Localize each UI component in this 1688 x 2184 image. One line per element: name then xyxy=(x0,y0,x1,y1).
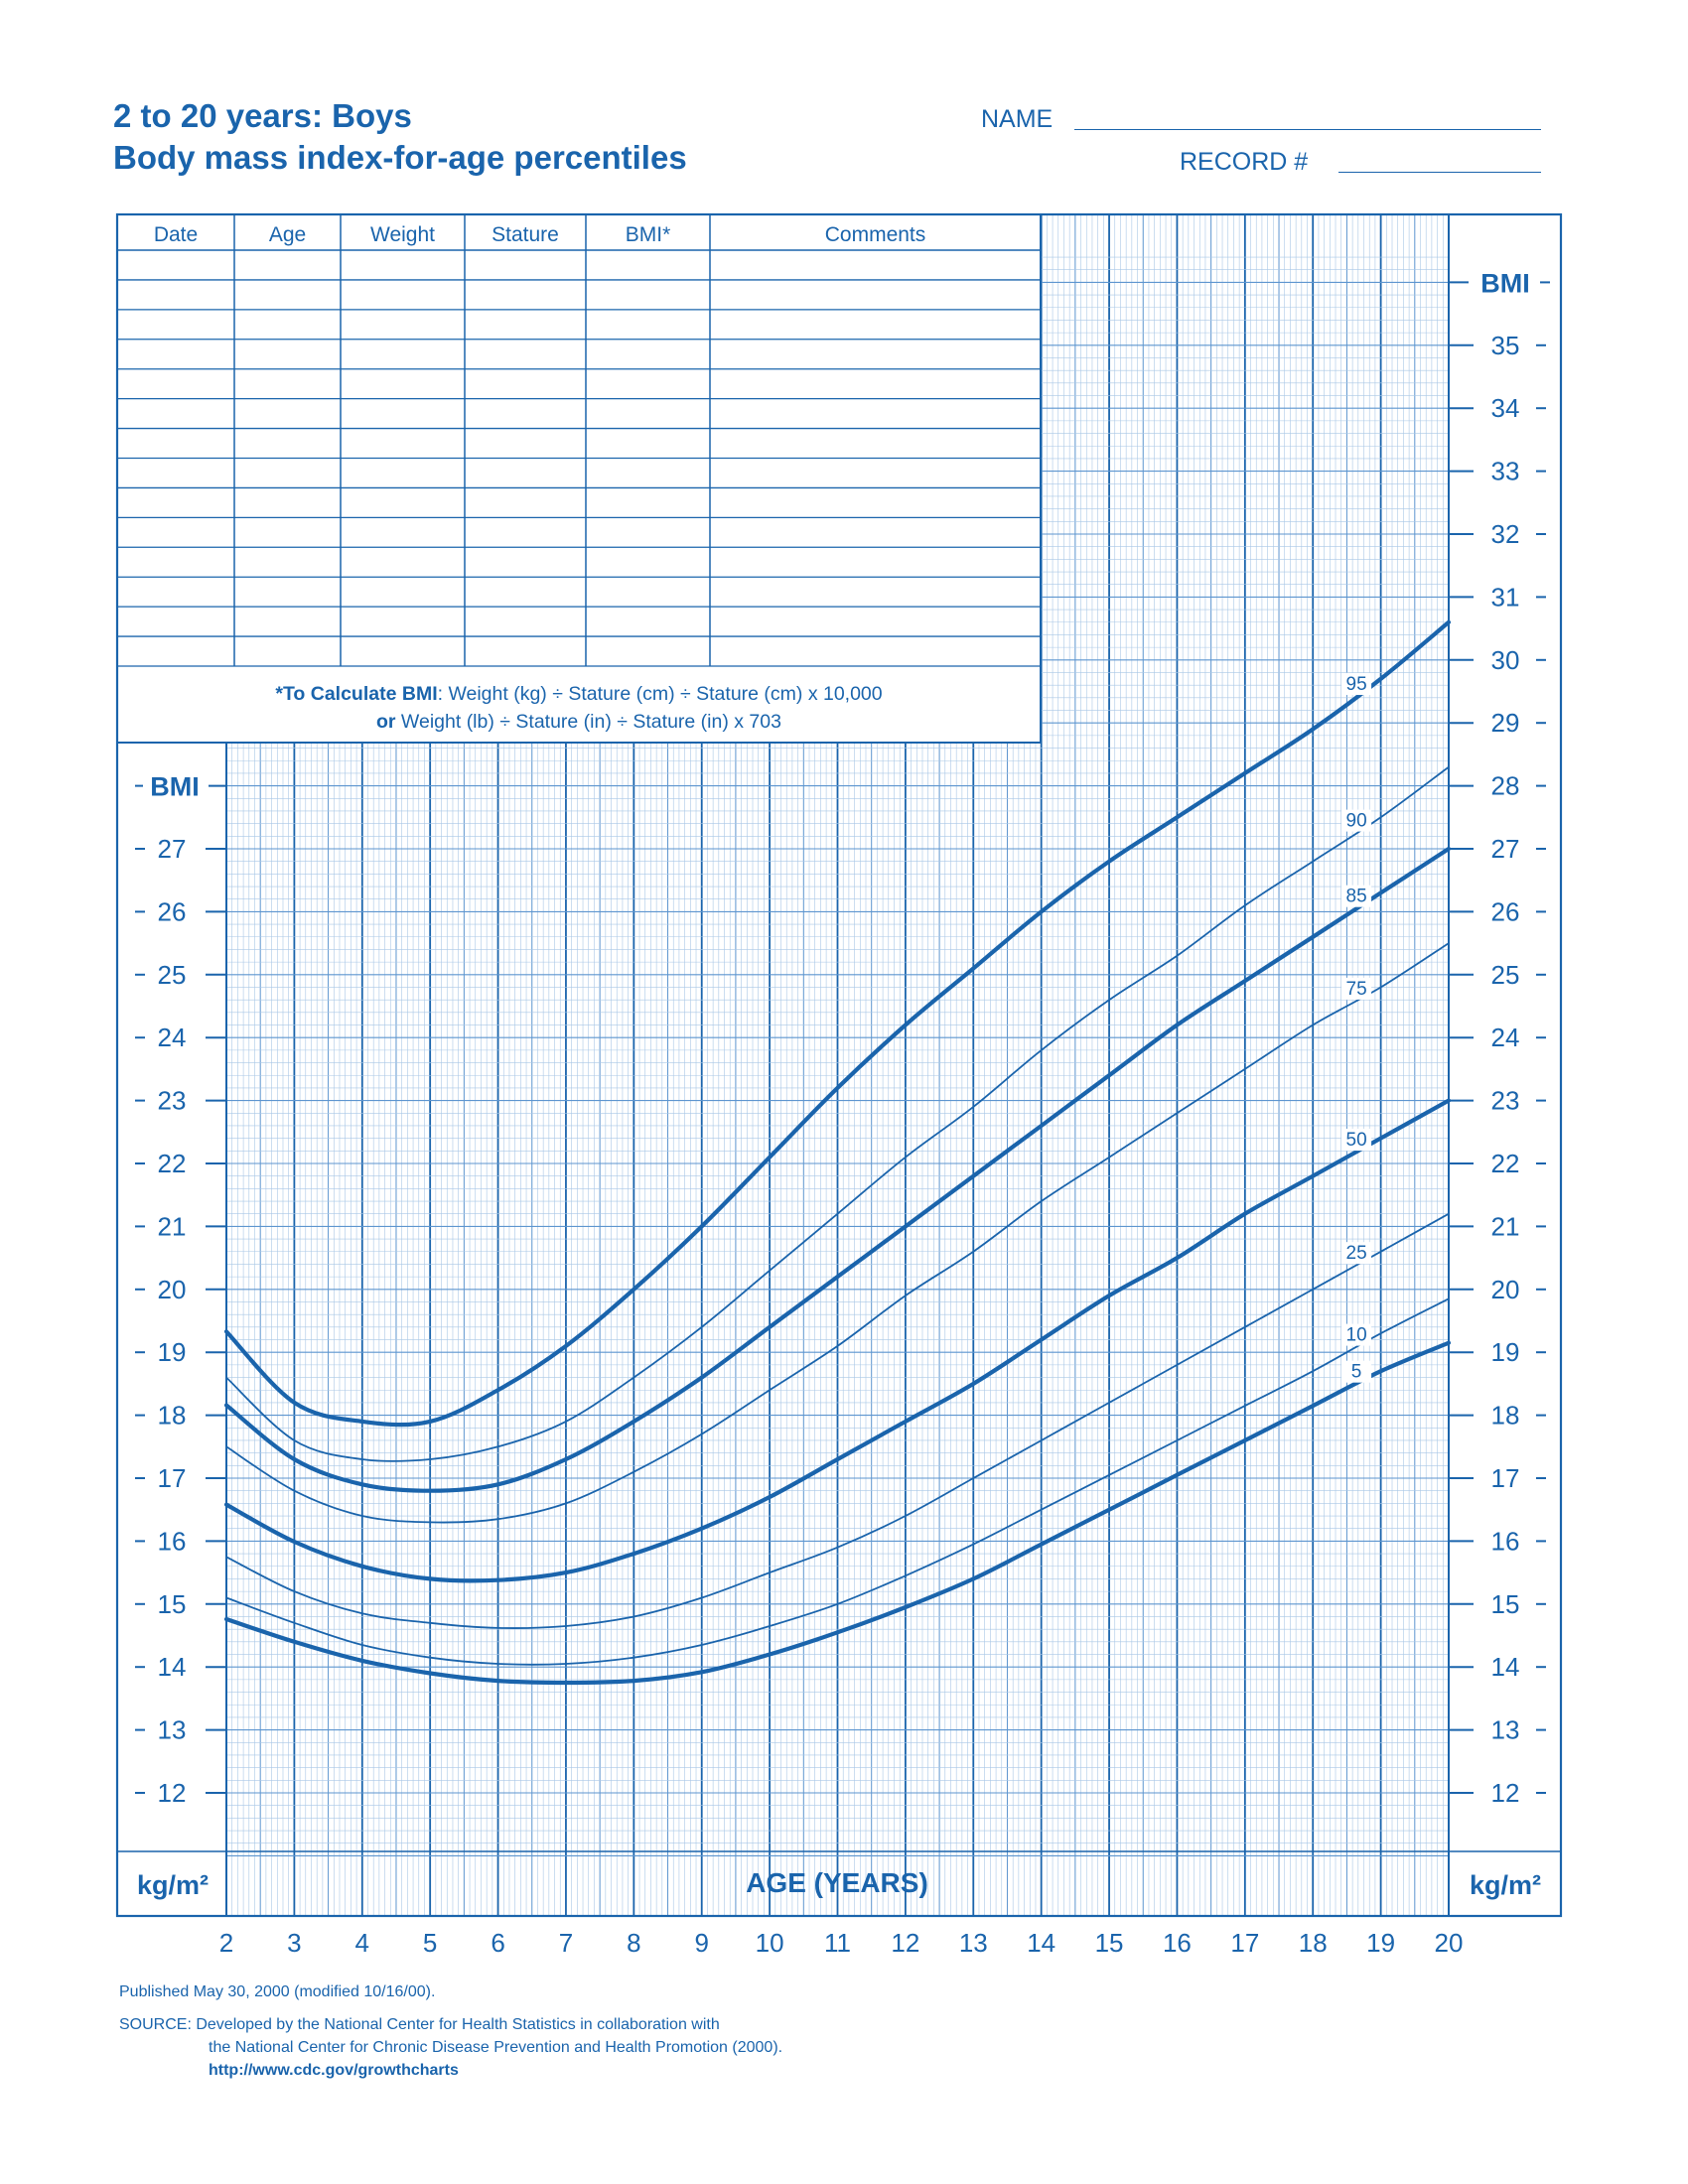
chart-title-line-1: 2 to 20 years: Boys xyxy=(113,97,412,134)
y-tick-label-right: 22 xyxy=(1490,1149,1520,1178)
x-tick-label: 20 xyxy=(1434,1928,1464,1958)
bmi-formula-label: *To Calculate BMI xyxy=(275,683,438,705)
x-tick-label: 9 xyxy=(694,1928,709,1958)
record-table xyxy=(117,214,1041,743)
x-tick-label: 19 xyxy=(1366,1928,1396,1958)
y-tick-label-right: 14 xyxy=(1490,1652,1520,1683)
published-note: Published May 30, 2000 (modified 10/16/00). xyxy=(119,1983,436,2000)
unit-label-left: kg/m² xyxy=(136,1870,210,1900)
y-axis-title-left: BMI xyxy=(150,771,200,802)
x-tick-label: 16 xyxy=(1162,1928,1192,1958)
table-column-header: Weight xyxy=(370,223,435,246)
table-column-header: Age xyxy=(268,223,307,246)
y-tick-label-left: 21 xyxy=(157,1211,187,1242)
y-tick-label-right: 20 xyxy=(1490,1274,1520,1304)
record-table-frame xyxy=(117,214,1041,743)
y-tick-label-left: 14 xyxy=(157,1652,187,1683)
x-tick-label: 17 xyxy=(1230,1928,1260,1958)
y-tick-label-left: 16 xyxy=(157,1526,187,1557)
x-tick-label: 4 xyxy=(354,1928,370,1958)
y-tick-label-left: 24 xyxy=(157,1023,187,1053)
y-tick-label-right: 17 xyxy=(1490,1463,1520,1493)
percentile-label-95: 95 xyxy=(1345,674,1367,696)
x-tick-label: 11 xyxy=(824,1928,851,1958)
y-tick-label-right: 24 xyxy=(1490,1023,1520,1053)
unit-label-right: kg/m² xyxy=(1469,1870,1542,1900)
y-tick-label-right: 19 xyxy=(1490,1337,1520,1368)
y-tick-label-right: 28 xyxy=(1490,770,1520,801)
table-column-header: Comments xyxy=(824,223,926,246)
y-tick-label-right: 23 xyxy=(1490,1085,1520,1116)
y-tick-label-left: 12 xyxy=(157,1778,187,1808)
source-line-1: SOURCE: Developed by the National Center for Health Statistics in collaboration with xyxy=(119,2016,720,2033)
y-tick-label-left: 22 xyxy=(157,1149,187,1178)
x-tick-label: 5 xyxy=(422,1928,438,1958)
bmi-formula-line-1 xyxy=(275,683,882,705)
percentile-label-90: 90 xyxy=(1345,810,1367,832)
percentile-label-25: 25 xyxy=(1345,1243,1367,1265)
y-tick-label-right: 31 xyxy=(1490,582,1520,613)
x-tick-label: 2 xyxy=(218,1928,234,1958)
y-tick-label-right: 16 xyxy=(1490,1526,1520,1557)
x-tick-label: 3 xyxy=(287,1928,302,1958)
x-axis-title: AGE (YEARS) xyxy=(746,1867,928,1898)
record-label: RECORD # xyxy=(1180,148,1309,176)
y-tick-label-right: 29 xyxy=(1490,708,1520,739)
y-tick-label-right: 15 xyxy=(1490,1588,1520,1619)
x-tick-label: 13 xyxy=(958,1928,988,1958)
x-tick-label: 12 xyxy=(891,1928,920,1958)
x-tick-label: 18 xyxy=(1298,1928,1328,1958)
bmi-formula-line-2 xyxy=(376,711,781,733)
bmi-formula-imperial: Weight (lb) ÷ Stature (in) ÷ Stature (in) x 703 xyxy=(395,711,781,733)
y-tick-label-left: 17 xyxy=(157,1463,187,1493)
source-line-2: the National Center for Chronic Disease Prevention and Health Promotion (2000). xyxy=(209,2039,783,2056)
y-tick-label-right: 34 xyxy=(1490,393,1520,424)
y-tick-label-right: 21 xyxy=(1490,1211,1520,1242)
x-tick-label: 8 xyxy=(627,1928,641,1958)
y-tick-label-left: 23 xyxy=(157,1085,187,1116)
y-axis-title-right: BMI xyxy=(1480,268,1530,299)
y-tick-label-right: 18 xyxy=(1490,1400,1520,1431)
bmi-formula-metric: : Weight (kg) ÷ Stature (cm) ÷ Stature (cm) x 10,000 xyxy=(437,683,883,705)
percentile-label-85: 85 xyxy=(1345,886,1367,907)
percentile-label-75: 75 xyxy=(1345,978,1367,1000)
y-tick-label-right: 32 xyxy=(1490,519,1520,549)
x-tick-label: 7 xyxy=(558,1928,574,1958)
y-tick-label-left: 20 xyxy=(157,1274,187,1304)
y-tick-label-right: 12 xyxy=(1490,1778,1520,1808)
y-tick-label-left: 26 xyxy=(157,896,187,927)
y-tick-label-right: 26 xyxy=(1490,896,1520,927)
table-column-header: Date xyxy=(153,223,199,246)
x-tick-label: 10 xyxy=(755,1928,784,1958)
y-tick-label-left: 13 xyxy=(157,1714,187,1745)
y-tick-label-right: 27 xyxy=(1490,834,1520,864)
y-tick-label-left: 25 xyxy=(157,959,187,990)
y-tick-label-left: 19 xyxy=(157,1337,187,1368)
y-tick-label-right: 30 xyxy=(1490,644,1520,675)
y-tick-label-right: 25 xyxy=(1490,959,1520,990)
name-label: NAME xyxy=(981,105,1054,133)
y-tick-label-left: 15 xyxy=(157,1588,187,1619)
percentile-label-5: 5 xyxy=(1350,1361,1362,1383)
y-tick-label-right: 13 xyxy=(1490,1714,1520,1745)
chart-title-line-2: Body mass index-for-age percentiles xyxy=(113,139,687,176)
y-tick-label-right: 33 xyxy=(1490,456,1520,486)
x-tick-label: 14 xyxy=(1027,1928,1056,1958)
y-tick-label-left: 27 xyxy=(157,834,187,864)
y-tick-label-left: 18 xyxy=(157,1400,187,1431)
table-column-header: Stature xyxy=(492,223,559,246)
percentile-label-50: 50 xyxy=(1345,1130,1367,1152)
y-tick-label-right: 35 xyxy=(1490,330,1520,360)
x-tick-label: 15 xyxy=(1094,1928,1124,1958)
bmi-formula-or: or xyxy=(376,711,396,733)
x-tick-label: 6 xyxy=(491,1928,505,1958)
percentile-label-10: 10 xyxy=(1345,1324,1367,1346)
source-url[interactable]: http://www.cdc.gov/growthcharts xyxy=(209,2062,459,2079)
table-column-header: BMI* xyxy=(625,223,671,246)
